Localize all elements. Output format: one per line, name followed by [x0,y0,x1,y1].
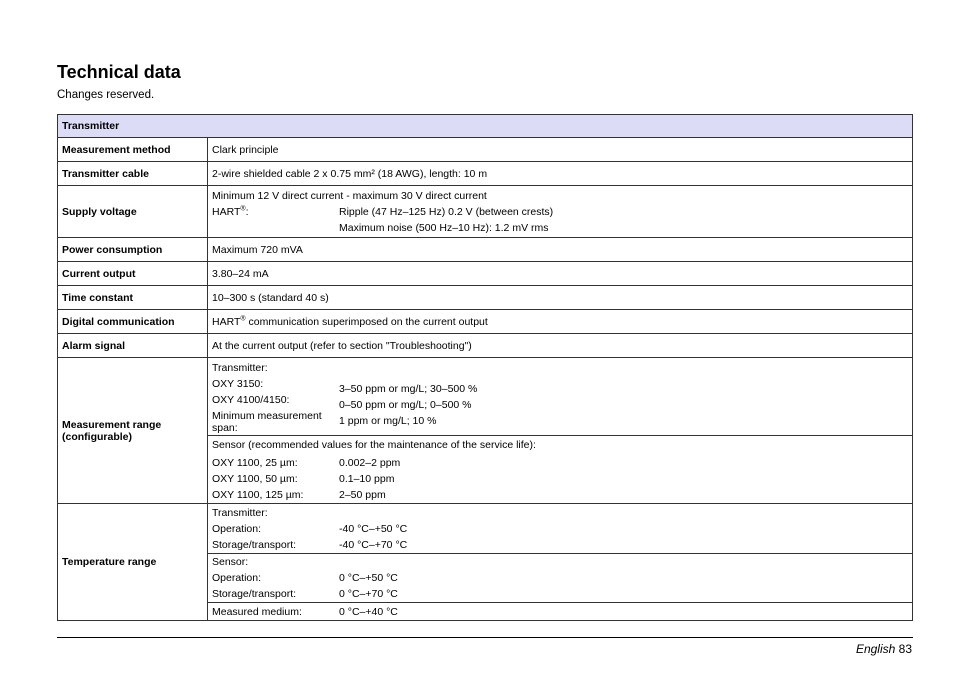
row-value: 3.80–24 mA [208,262,913,286]
table-row [58,358,913,436]
table-row [58,138,913,162]
transmitter-range-list [212,376,908,434]
item-value: -40 °C–+70 °C [339,538,408,551]
row-value: 10–300 s (standard 40 s) [208,286,913,310]
noise-value: Maximum noise (500 Hz–10 Hz): 1.2 mV rms [339,221,549,234]
row-value [208,554,913,603]
row-label [58,358,208,504]
list-item [212,471,908,487]
communication-value: communication superimposed on the current output [245,315,488,328]
registered-mark: ® [240,315,246,322]
row-label-line: Measurement range [62,418,162,431]
row-value [208,436,913,504]
technical-data-table [57,114,913,621]
item-key: OXY 4100/4150: [212,393,290,406]
list-item [212,586,908,602]
row-value [208,603,913,621]
item-value: 0 °C–+70 °C [339,588,398,600]
item-value: 3–50 ppm or mg/L; 30–500 % [339,382,478,395]
list-item [212,455,908,471]
list-item [212,521,908,537]
item-value: 0–50 ppm or mg/L; 0–500 % [339,398,472,411]
row-value [208,186,913,238]
row-label: Transmitter cable [58,162,208,186]
table-row [58,186,913,238]
footer-divider [57,637,913,638]
row-label: Supply voltage [58,186,208,238]
section-header: Transmitter [58,115,913,138]
row-label: Measurement method [58,138,208,162]
row-label: Power consumption [58,238,208,262]
table-row [58,262,913,286]
row-label-line: (configurable) [62,430,132,443]
sub-heading: Sensor (recommended values for the maintenance of the service life): [212,438,536,451]
item-key: Operation: [212,522,262,535]
row-value: 2-wire shielded cable 2 x 0.75 mm² (18 AWG), length: 10 m [208,162,913,186]
item-value: 0 °C–+50 °C [339,572,398,584]
list-item [212,537,908,553]
row-label: Temperature range [58,504,208,621]
page-number: 83 [898,642,912,656]
item-value: 0.002–2 ppm [339,456,401,469]
supply-voltage-line [212,188,908,204]
row-label: Current output [58,262,208,286]
row-value: At the current output (refer to section "Troubleshooting") [208,334,913,358]
table-row [58,504,913,554]
registered-mark: ® [240,205,246,212]
list-item [212,570,908,586]
sub-heading: Transmitter: [212,506,268,519]
row-value: Clark principle [208,138,913,162]
item-key: Operation: [212,572,262,584]
item-key: Minimum measurement span: [212,409,322,434]
item-key: OXY 3150: [212,377,264,390]
hart-key [212,204,339,220]
item-value: 0 °C–+40 °C [339,605,398,618]
sub-heading: Transmitter: [212,361,268,374]
item-key: OXY 1100, 25 µm: [212,456,298,469]
page-subtitle: Changes reserved. [57,89,155,101]
item-value: 1 ppm or mg/L; 10 % [339,414,437,427]
page-footer [856,642,912,656]
item-key: Measured medium: [212,605,302,618]
key-column [212,376,339,434]
supply-voltage-range: Minimum 12 V direct current - maximum 30 V direct current [212,189,487,202]
item-value: 2–50 ppm [339,488,386,501]
row-label: Time constant [58,286,208,310]
footer-language: English [855,642,896,656]
item-key: OXY 1100, 125 µm: [212,488,304,501]
page-title: Technical data [57,62,181,82]
table-row [58,238,913,262]
table-header-row [58,115,913,138]
item-key: OXY 1100, 50 µm: [212,472,298,485]
hart-colon: : [245,205,249,218]
table-row [58,286,913,310]
item-value: -40 °C–+50 °C [339,522,408,535]
sub-heading: Sensor: [212,556,249,568]
item-value: 0.1–10 ppm [339,472,395,485]
hart-text: HART [212,205,241,218]
ripple-value: Ripple (47 Hz–125 Hz) 0.2 V (between crests) [339,205,554,218]
row-value [208,310,913,334]
hart-text: HART [212,315,241,328]
table-row [58,162,913,186]
row-value [208,504,913,554]
value-column [339,381,477,429]
row-label: Digital communication [58,310,208,334]
item-key: Storage/transport: [212,538,297,551]
table-row [58,310,913,334]
noise-line [212,220,908,236]
row-label: Alarm signal [58,334,208,358]
list-item [212,604,908,620]
row-value [208,358,913,436]
row-value: Maximum 720 mVA [208,238,913,262]
item-key: Storage/transport: [212,588,297,600]
table-row [58,334,913,358]
hart-line [212,204,908,220]
list-item [212,487,908,503]
